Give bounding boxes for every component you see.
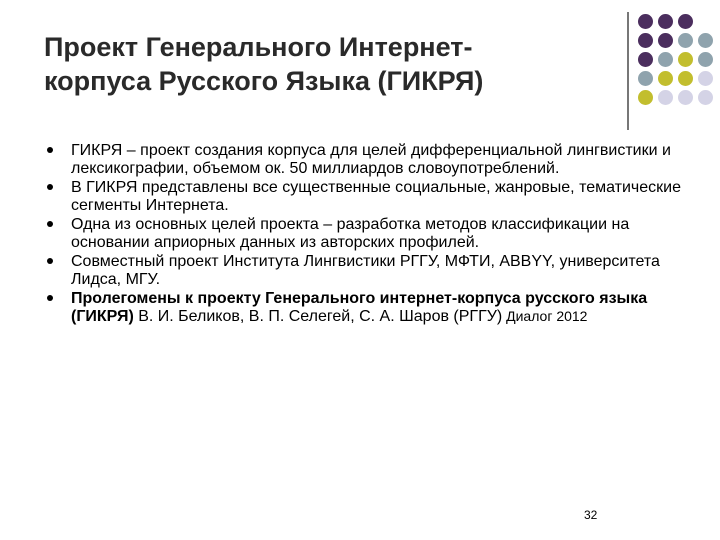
bullet-text: Одна из основных целей проекта – разработка методов классификации на основании априорных данных из авторских профилей.	[71, 216, 630, 251]
dot-lavender	[698, 71, 713, 86]
dot-purple	[658, 14, 673, 29]
dot-olive	[678, 52, 693, 67]
bullet-dot-icon	[47, 184, 53, 190]
title-line-2: корпуса Русского Языка (ГИКРЯ)	[44, 66, 484, 96]
dot-olive	[678, 71, 693, 86]
reference-authors: В. И. Беликов, В. П. Селегей, С. А. Шаров (РГГУ)	[133, 307, 503, 325]
page-number: 32	[584, 508, 598, 522]
dot-teal	[698, 52, 713, 67]
bullet-item	[44, 179, 694, 214]
bullet-text: В ГИКРЯ представлены все существенные социальные, жанровые, тематические сегменты Интернета.	[71, 179, 681, 214]
dot-teal	[658, 52, 673, 67]
dot-olive	[638, 90, 653, 105]
dot-purple	[658, 33, 673, 48]
bullet-item	[44, 253, 694, 288]
bullet-list	[44, 142, 694, 327]
bullet-dot-icon	[47, 221, 53, 227]
reference-title: Пролегомены к проекту Генерального интернет-корпуса русского языка (ГИКРЯ)	[71, 290, 648, 325]
bullet-item	[44, 142, 694, 177]
bullet-text: ГИКРЯ – проект создания корпуса для целей дифференциальной лингвистики и лексикографии, объемом ок. 50 миллиардов словоупотреблений.	[71, 142, 671, 177]
bullet-dot-icon	[47, 147, 53, 153]
bullet-dot-icon	[47, 295, 53, 301]
dot-purple	[638, 14, 653, 29]
bullet-dot-icon	[47, 258, 53, 264]
dot-purple	[638, 52, 653, 67]
dot-purple	[638, 33, 653, 48]
dot-teal	[678, 33, 693, 48]
dot-lavender	[658, 90, 673, 105]
dot-lavender	[698, 90, 713, 105]
dot-teal	[698, 33, 713, 48]
decorative-divider	[627, 12, 629, 130]
dot-purple	[678, 14, 693, 29]
slide-title	[44, 30, 604, 98]
decorative-dot-grid	[638, 14, 718, 114]
dot-olive	[658, 71, 673, 86]
dot-teal	[638, 71, 653, 86]
bullet-text: Совместный проект Института Лингвистики РГГУ, МФТИ, ABBYY, университета Лидса, МГУ.	[71, 253, 660, 288]
dot-lavender	[678, 90, 693, 105]
bullet-item-reference	[44, 290, 694, 325]
bullet-item	[44, 216, 694, 251]
title-line-1: Проект Генерального Интернет-	[44, 32, 473, 62]
reference-venue: Диалог 2012	[502, 307, 588, 324]
